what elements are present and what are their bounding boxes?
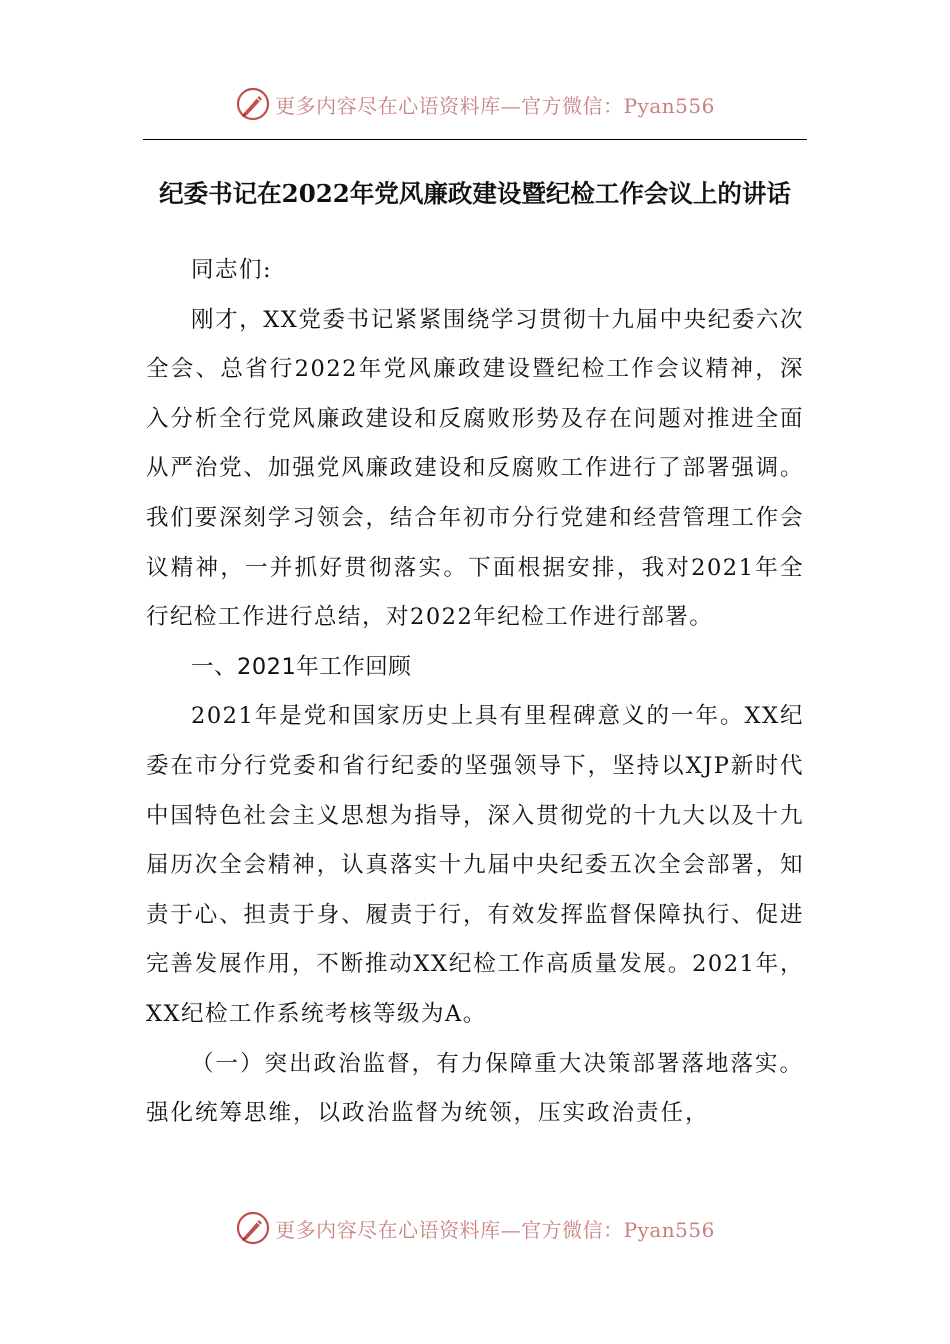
pen-quill-logo-icon [235, 86, 271, 122]
header-divider [143, 139, 807, 140]
document-body [146, 246, 804, 1139]
salutation: 同志们: [191, 257, 273, 283]
section-heading-1: 一、2021年工作回顾 [191, 653, 412, 680]
pen-quill-logo-icon [235, 1210, 271, 1246]
paragraph-review: 2021年是党和国家历史上具有里程碑意义的一年。XX纪委在市分行党委和省行纪委的坚强领导下，坚持以XJP新时代中国特色社会主义思想为指导，深入贯彻党的十九大以及十九届历次全会精神，认真落实十九届中央纪委五次全会部署，知责于心、担责于身、履责于行，有效发挥监督保障执行、促进完善发展作用，不断推动XX纪检工作高质量发展。2021年，XX纪检工作系统考核等级为A。 [146, 703, 804, 1027]
header-banner [0, 84, 950, 124]
paragraph-intro: 刚才，XX党委书记紧紧围绕学习贯彻十九届中央纪委六次全会、总省行2022年党风廉政建设暨纪检工作会议精神，深入分析全行党风廉政建设和反腐败形势及存在问题对推进全面从严治党、加强党风廉政建设和反腐败工作进行了部署强调。我们要深刻学习领会，结合年初市分行党建和经营管理工作会议精神，一并抓好贯彻落实。下面根据安排，我对2021年全行纪检工作进行总结，对2022年纪检工作进行部署。 [146, 306, 804, 631]
subsection-text-1: 强化统筹思维，以政治监督为统领，压实政治责任， [146, 1100, 710, 1127]
header-banner-text: 更多内容尽在心语资料库—官方微信：Pyan556 [275, 93, 715, 118]
footer-banner [0, 1208, 950, 1248]
subsection-heading-1: （一）突出政治监督，有力保障重大决策部署落地落实。 [191, 1050, 804, 1077]
document-title: 纪委书记在2022年党风廉政建设暨纪检工作会议上的讲话 [159, 179, 791, 208]
paragraph-subsection-1 [146, 1040, 804, 1139]
footer-banner-text: 更多内容尽在心语资料库—官方微信：Pyan556 [275, 1217, 715, 1242]
